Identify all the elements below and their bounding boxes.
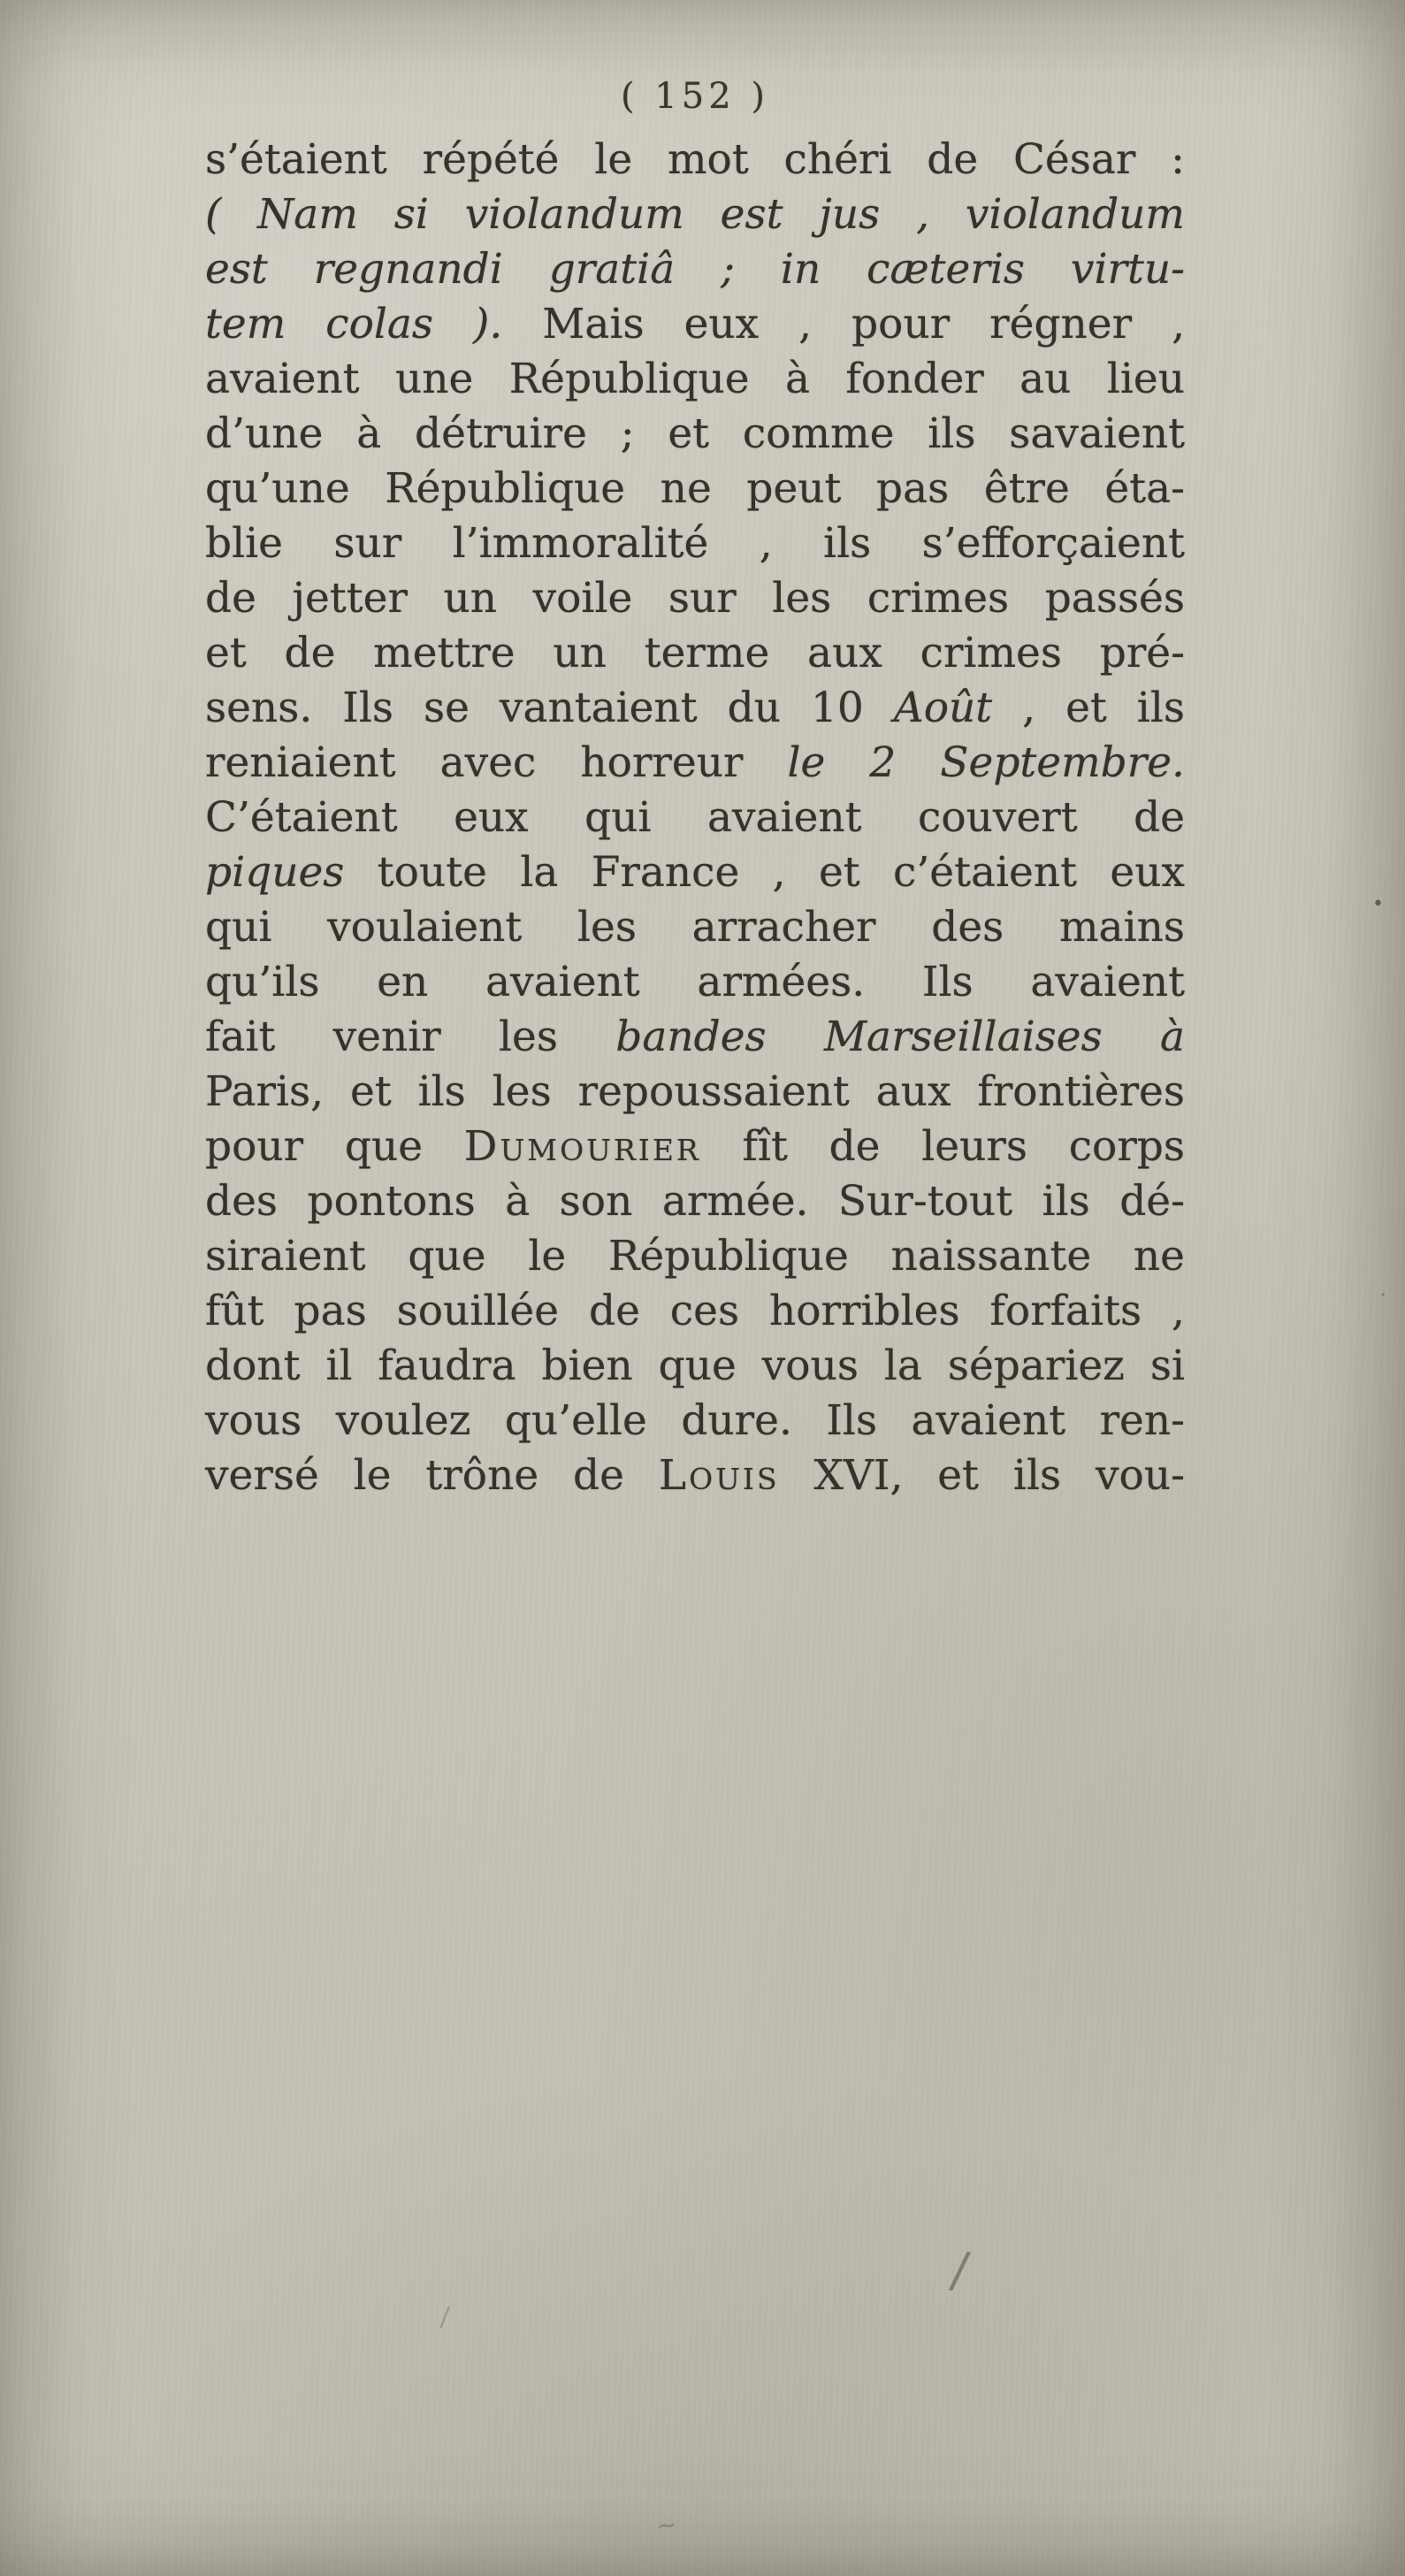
text-segment: le 2 Septembre. bbox=[787, 738, 1185, 787]
text-line bbox=[205, 1394, 1185, 1449]
page-lines bbox=[205, 133, 1185, 1503]
text-line bbox=[205, 1229, 1185, 1284]
text-line bbox=[205, 133, 1185, 187]
text-line bbox=[205, 900, 1185, 955]
text-segment: qui voulaient les arracher des mains bbox=[205, 903, 1185, 952]
text-segment: Paris, et ils les repoussaient aux frontières bbox=[205, 1067, 1185, 1116]
text-segment: reniaient avec horreur bbox=[205, 738, 788, 787]
text-line bbox=[205, 736, 1185, 791]
text-line bbox=[205, 242, 1185, 297]
text-segment: Août bbox=[893, 684, 993, 732]
text-line bbox=[205, 352, 1185, 407]
pen-slash-mark-small: / bbox=[439, 2301, 451, 2334]
text-line bbox=[205, 845, 1185, 900]
text-segment: s’étaient répété le mot chéri de César : bbox=[205, 135, 1185, 184]
text-segment: Mais eux , pour régner , bbox=[502, 300, 1186, 348]
text-segment: fît de leurs corps bbox=[700, 1122, 1185, 1171]
text-line bbox=[205, 571, 1185, 626]
text-segment: des pontons à son armée. Sur-tout ils dé- bbox=[205, 1177, 1185, 1226]
text-segment: tem colas ). bbox=[205, 300, 503, 348]
text-line bbox=[205, 516, 1185, 571]
text-segment: ( Nam si violandum est jus , violandum bbox=[205, 190, 1185, 239]
text-line bbox=[205, 297, 1185, 352]
text-segment: d’une à détruire ; et comme ils savaient bbox=[205, 409, 1185, 458]
text-segment: et de mettre un terme aux crimes pré- bbox=[205, 629, 1185, 677]
text-segment: piques bbox=[205, 848, 345, 897]
text-line bbox=[205, 1120, 1185, 1174]
text-segment: pour que bbox=[205, 1122, 464, 1171]
text-segment: vous voulez qu’elle dure. Ils avaient ren- bbox=[205, 1396, 1185, 1445]
text-line bbox=[205, 1065, 1185, 1120]
pen-slash-mark: / bbox=[947, 2241, 973, 2301]
ink-speck-faint: · bbox=[1379, 1282, 1387, 1309]
text-line bbox=[205, 1449, 1185, 1503]
text-line bbox=[205, 1284, 1185, 1339]
text-segment: XVI, et ils vou- bbox=[779, 1451, 1185, 1500]
text-segment: Louis bbox=[658, 1451, 780, 1500]
text-segment: versé le trône de bbox=[205, 1451, 659, 1500]
text-line bbox=[205, 1174, 1185, 1229]
text-segment: qu’une République ne peut pas être éta- bbox=[205, 464, 1185, 513]
page-number: ( 152 ) bbox=[621, 76, 769, 117]
text-segment: Dumourier bbox=[463, 1122, 701, 1171]
text-segment: bandes Marseillaises à bbox=[615, 1013, 1185, 1061]
text-segment: de jetter un voile sur les crimes passés bbox=[205, 574, 1185, 623]
text-line bbox=[205, 791, 1185, 845]
text-line bbox=[205, 187, 1185, 242]
text-line bbox=[205, 462, 1185, 516]
text-segment: fait venir les bbox=[205, 1013, 616, 1061]
text-line bbox=[205, 681, 1185, 736]
text-segment: avaient une République à fonder au lieu bbox=[205, 355, 1185, 403]
text-segment: fût pas souillée de ces horribles forfaits , bbox=[205, 1287, 1185, 1335]
text-line bbox=[205, 1339, 1185, 1394]
text-segment: dont il faudra bien que vous la sépariez si bbox=[205, 1342, 1185, 1390]
text-line bbox=[205, 1010, 1185, 1065]
ink-speck: • bbox=[1372, 893, 1384, 915]
text-segment: qu’ils en avaient armées. Ils avaient bbox=[205, 958, 1185, 1006]
text-line bbox=[205, 955, 1185, 1010]
text-line bbox=[205, 626, 1185, 681]
text-segment: C’étaient eux qui avaient couvert de bbox=[205, 793, 1185, 842]
stray-mark: ~ bbox=[653, 2509, 679, 2542]
text-segment: est regnandi gratiâ ; in cæteris virtu- bbox=[205, 245, 1185, 294]
text-segment: , et ils bbox=[992, 684, 1185, 732]
text-segment: siraient que le République naissante ne bbox=[205, 1232, 1185, 1280]
text-segment: toute la France , et c’étaient eux bbox=[344, 848, 1185, 897]
text-line bbox=[205, 407, 1185, 462]
text-segment: sens. Ils se vantaient du 10 bbox=[205, 684, 894, 732]
text-segment: blie sur l’immoralité , ils s’efforçaient bbox=[205, 519, 1185, 568]
